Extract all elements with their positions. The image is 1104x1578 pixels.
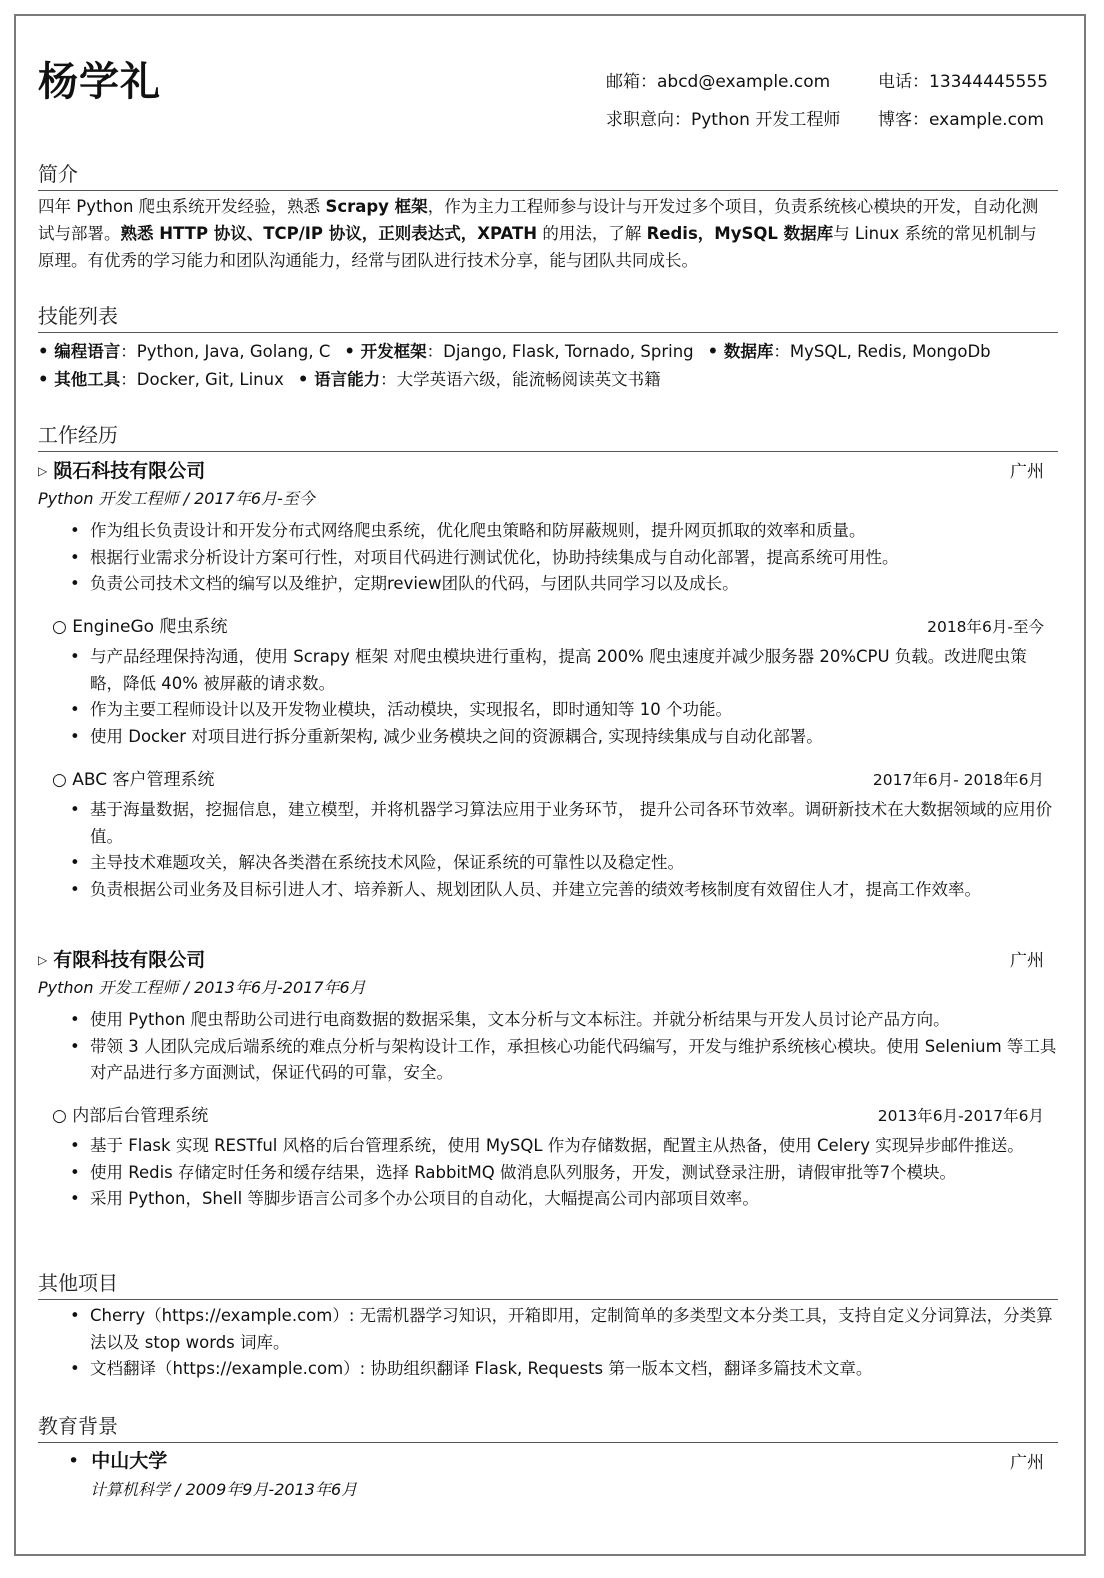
project-bullets <box>68 644 1058 750</box>
project-date: 2013年6月-2017年6月 <box>877 1107 1044 1125</box>
list-item: • Cherry（https://example.com）: 无需机器学习知识，开箱即用，定制简单的多类型文本分类工具，支持自定义分词算法，分类算法以及 stop words 词库。 <box>68 1303 1058 1356</box>
list-item: • 基于 Flask 实现 RESTful 风格的后台管理系统，使用 MySQL 作为存储数据，配置主从热备，使用 Celery 实现异步邮件推送。 <box>68 1133 1058 1160</box>
job-bullets <box>68 1007 1058 1087</box>
section-work-header <box>38 419 1058 452</box>
skill-value: ：Python, Java, Golang, C <box>120 342 331 361</box>
list-item: • 负责公司技术文档的编写以及维护，定期review团队的代码，与团队共同学习以及成长。 <box>68 571 1058 598</box>
company-location: 广州 <box>1010 462 1044 482</box>
job-objective: 求职意向：Python 开发工程师 <box>606 110 841 130</box>
triangle-right-icon: ▷ <box>38 464 48 478</box>
skills-line-2 <box>38 366 661 390</box>
section-title: 技能列表 <box>38 300 1058 333</box>
list-item: • 带领 3 人团队完成后端系统的难点分析与架构设计工作，承担核心功能代码编写，开发与维护系统核心模块。使用 Selenium 等工具对产品进行多方面测试，保证代码的可靠，安全。 <box>68 1034 1058 1087</box>
list-item: • 根据行业需求分析设计方案可行性，对项目代码进行测试优化，协助持续集成与自动化部署，提高系统可用性。 <box>68 545 1058 572</box>
project-date: 2018年6月-至今 <box>927 618 1044 636</box>
job-role: Python 开发工程师 / 2013年6月-2017年6月 <box>38 978 366 997</box>
project-date: 2017年6月- 2018年6月 <box>872 771 1044 789</box>
section-title: 其他项目 <box>38 1267 1058 1300</box>
candidate-name: 杨学礼 <box>38 59 161 105</box>
project-bullets <box>68 1133 1058 1213</box>
list-item: • 负责根据公司业务及目标引进人才、培养新人、规划团队人员、并建立完善的绩效考核制度有效留住人才，提高工作效率。 <box>68 877 1058 904</box>
skill-value: ：Docker, Git, Linux <box>120 370 284 389</box>
summary-text: 四年 Python 爬虫系统开发经验，熟悉 Scrapy 框架，作为主力工程师参与设计与开发过多个项目，负责系统核心模块的开发，自动化测试与部署。熟悉 HTTP 协议、TCP/IP 协议，正则表达式，XPATH 的用法，了解 Redis，MySQL 数据库与 Linux 系统的常见机制与原理。有优秀的学习能力和团队沟通能力，经常与团队进行技术分享，能与团队共同成长。 <box>38 197 1039 270</box>
skill-value: ：大学英语六级，能流畅阅读英文书籍 <box>380 370 661 389</box>
list-item: • 基于海量数据，挖掘信息，建立模型，并将机器学习算法应用于业务环节， 提升公司各环节效率。调研新技术在大数据领域的应用价值。 <box>68 797 1058 850</box>
job-bullets <box>68 518 1058 598</box>
section-title: 简介 <box>38 158 1058 191</box>
list-item: • 主导技术难题攻关，解决各类潜在系统技术风险，保证系统的可靠性以及稳定性。 <box>68 850 1058 877</box>
skill-label: • 其他工具 <box>38 370 121 389</box>
skill-value: ：MySQL, Redis, MongoDb <box>773 342 991 361</box>
list-item: • 使用 Redis 存储定时任务和缓存结果，选择 RabbitMQ 做消息队列服务，开发，测试登录注册，请假审批等7个模块。 <box>68 1160 1058 1187</box>
skill-value: ：Django, Flask, Tornado, Spring <box>426 342 694 361</box>
list-item: • 采用 Python，Shell 等脚步语言公司多个办公项目的自动化，大幅提高公司内部项目效率。 <box>68 1186 1058 1213</box>
section-skills-header <box>38 300 1058 333</box>
list-item: • 作为主要工程师设计以及开发物业模块，活动模块，实现报名，即时通知等 10 个功能。 <box>68 697 1058 724</box>
project-name: ○ ABC 客户管理系统 <box>52 770 215 790</box>
school-name: • 中山大学 <box>68 1446 167 1473</box>
section-summary-header <box>38 158 1058 191</box>
company-name: ▷ 陨石科技有限公司 <box>38 460 206 482</box>
other-projects-list <box>68 1303 1058 1383</box>
phone: 电话：13344445555 <box>878 72 1048 92</box>
skill-label: • 开发框架 <box>344 342 427 361</box>
list-item: • 作为组长负责设计和开发分布式网络爬虫系统，优化爬虫策略和防屏蔽规则，提升网页抓取的效率和质量。 <box>68 518 1058 545</box>
section-education-header <box>38 1410 1058 1443</box>
section-title: 工作经历 <box>38 419 1058 452</box>
triangle-right-icon: ▷ <box>38 953 48 967</box>
list-item: • 使用 Docker 对项目进行拆分重新架构, 减少业务模块之间的资源耦合, 实现持续集成与自动化部署。 <box>68 724 1058 751</box>
blog: 博客：example.com <box>878 110 1044 130</box>
skill-label: • 编程语言 <box>38 342 121 361</box>
list-item: • 使用 Python 爬虫帮助公司进行电商数据的数据采集，文本分析与文本标注。并就分析结果与开发人员讨论产品方向。 <box>68 1007 1058 1034</box>
project-bullets <box>68 797 1058 903</box>
list-item: • 与产品经理保持沟通，使用 Scrapy 框架 对爬虫模块进行重构，提高 200% 爬虫速度并减少服务器 20%CPU 负载。改进爬虫策略，降低 40% 被屏蔽的请求数。 <box>68 644 1058 697</box>
education-detail: 计算机科学 / 2009年9月-2013年6月 <box>90 1480 358 1499</box>
skills-line-1 <box>38 338 991 362</box>
job-role: Python 开发工程师 / 2017年6月-至今 <box>38 489 315 508</box>
email: 邮箱：abcd@example.com <box>606 72 831 92</box>
company-location: 广州 <box>1010 951 1044 971</box>
project-name: ○ 内部后台管理系统 <box>52 1106 209 1126</box>
section-other-projects-header <box>38 1267 1058 1300</box>
skill-label: • 数据库 <box>707 342 774 361</box>
list-item: • 文档翻译（https://example.com）: 协助组织翻译 Flask, Requests 第一版本文档，翻译多篇技术文章。 <box>68 1356 1058 1383</box>
project-name: ○ EngineGo 爬虫系统 <box>52 617 228 637</box>
school-location: 广州 <box>1010 1453 1044 1473</box>
skill-label: • 语言能力 <box>297 370 381 389</box>
section-title: 教育背景 <box>38 1410 1058 1443</box>
company-name: ▷ 有限科技有限公司 <box>38 949 206 971</box>
